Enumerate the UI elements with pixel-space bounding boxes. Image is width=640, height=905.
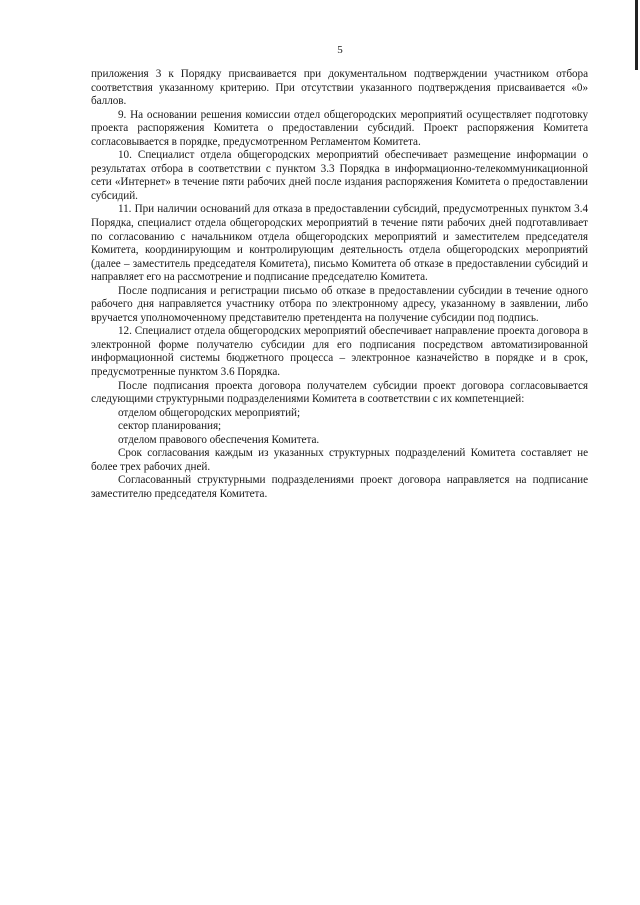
paragraph-approval-term: Срок согласования каждым из указанных структурных подразделений Комитета составляет не более трех рабочих дней.	[91, 447, 588, 473]
approval-list-item: сектор планирования;	[118, 420, 222, 433]
paragraph-refusal-delivery: После подписания и регистрации письмо об отказе в предоставлении субсидии в течение одного рабочего дня направляется участнику отбора по электронному адресу, указанному в заявлении, либо вручается уполномоченному представителю претендента на получение субсидии под подпись.	[91, 284, 588, 324]
approval-list-item: отделом правового обеспечения Комитета.	[118, 433, 320, 446]
approval-list-item: отделом общегородских мероприятий;	[118, 406, 301, 419]
paragraph-signing: Согласованный структурными подразделениями проект договора направляется на подписание заместителю председателя Комитета.	[91, 474, 588, 500]
paragraph-approval-intro: После подписания проекта договора получателем субсидии проект договора согласовывается следующими структурными подразделениями Комитета в соответствии с их компетенцией:	[91, 379, 588, 406]
paragraph-item-10: 10. Специалист отдела общегородских мероприятий обеспечивает размещение информации о результатах отбора в соответствии с пунктом 3.3 Порядка в информационно-телекоммуникационной сети «Интернет» в течение пяти рабочих дней после издания распоряжения Комитета о предоставлении субсидий.	[91, 149, 588, 202]
document-body	[91, 68, 588, 502]
paragraph-item-9: 9. На основании решения комиссии отдел общегородских мероприятий осуществляет подготовку проекта распоряжения Комитета о предоставлении субсидий. Проект распоряжения Комитета согласовывается в порядке, предусмотренном Регламентом Комитета.	[91, 108, 588, 148]
page-number: 5	[337, 44, 343, 56]
scan-edge-mark	[635, 0, 638, 70]
paragraph-item-12: 12. Специалист отдела общегородских мероприятий обеспечивает направление проекта договора в электронной форме получателю субсидии для его подписания посредством автоматизированной информационной системы бюджетного процесса – электронное казначейство в порядке и в срок, предусмотренные пунктом 3.6 Порядка.	[91, 325, 588, 379]
paragraph-item-11: 11. При наличии оснований для отказа в предоставлении субсидий, предусмотренных пунктом 3.4 Порядка, специалист отдела общегородских мероприятий в течение пяти рабочих дней подготавливает по согласованию с начальником отдела общегородских мероприятий и заместителем председателя Комитета, координирующим и контролирующим деятельность отдела общегородских мероприятий (далее – заместитель председателя Комитета), письмо Комитета об отказе в предоставлении субсидий и направляет его на рассмотрение и подписание председателю Комитета.	[91, 203, 588, 284]
paragraph-continuation: приложения 3 к Порядку присваивается при документальном подтверждении участником отбора соответствия указанному критерию. При отсутствии указанного подтверждения присваивается «0» баллов.	[91, 68, 588, 108]
